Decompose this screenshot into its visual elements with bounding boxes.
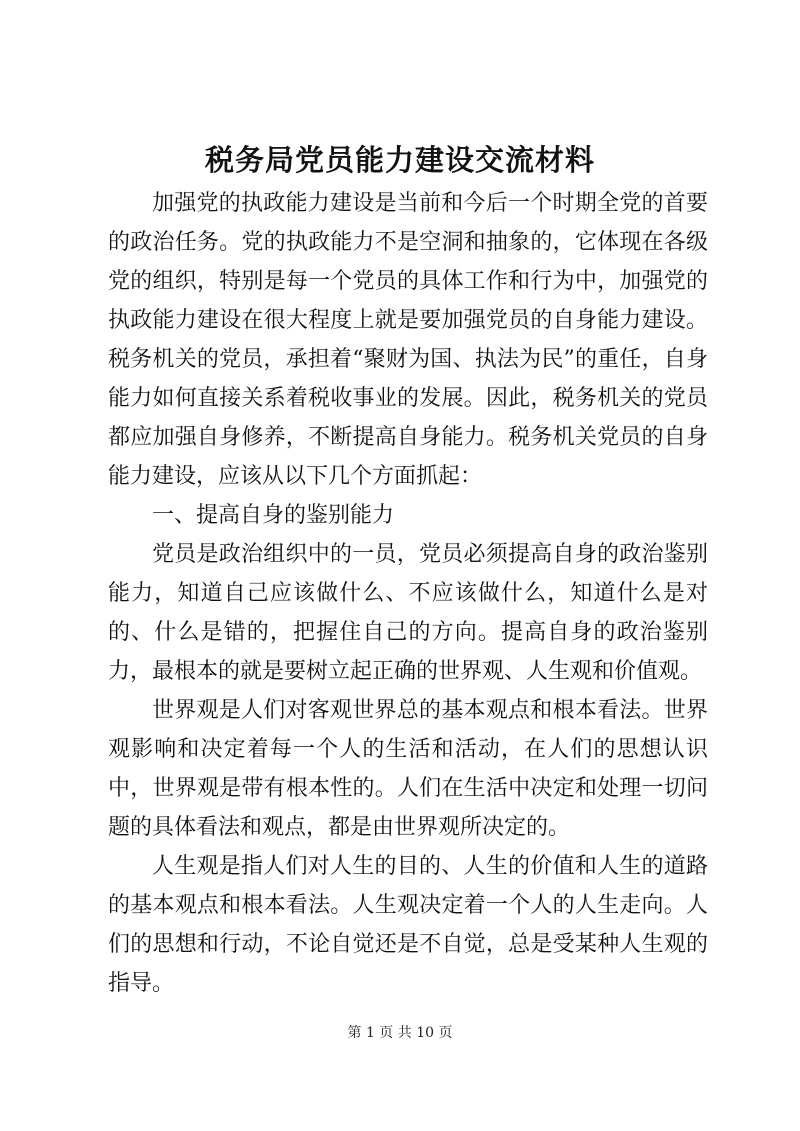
page-number-label: 第 1 页 共 10 页: [347, 1025, 453, 1041]
document-body: [108, 184, 708, 1003]
paragraph-intro: 加强党的执政能力建设是当前和今后一个时期全党的首要的政治任务。党的执政能力不是空洞和抽象的，它体现在各级党的组织，特别是每一个党员的具体工作和行为中，加强党的执政能力建设在很大程度上就是要加强党员的自身能力建设。税务机关的党员，承担着“聚财为国、执法为民”的重任，自身能力如何直接关系着税收事业的发展。因此，税务机关的党员都应加强自身修养，不断提高自身能力。税务机关党员的自身能力建设，应该从以下几个方面抓起：: [108, 191, 708, 489]
document-title: 税务局党员能力建设交流材料: [204, 143, 595, 177]
paragraph-political-judgment: 党员是政治组织中的一员，党员必须提高自身的政治鉴别能力，知道自己应该做什么、不应该做什么，知道什么是对的、什么是错的，把握住自己的方向。提高自身的政治鉴别力，最根本的就是要树立起正确的世界观、人生观和价值观。: [108, 542, 708, 684]
page-footer: [0, 1023, 800, 1043]
paragraph-outlook-on-life: 人生观是指人们对人生的目的、人生的价值和人生的道路的基本观点和根本看法。人生观决定着一个人的人生走向。人们的思想和行动，不论自觉还是不自觉，总是受某种人生观的指导。: [108, 854, 708, 996]
paragraph-worldview: 世界观是人们对客观世界总的基本观点和根本看法。世界观影响和决定着每一个人的生活和活动，在人们的思想认识中，世界观是带有根本性的。人们在生活中决定和处理一切问题的具体看法和观点，都是由世界观所决定的。: [108, 698, 708, 840]
section-heading-1: 一、提高自身的鉴别能力: [152, 503, 395, 528]
